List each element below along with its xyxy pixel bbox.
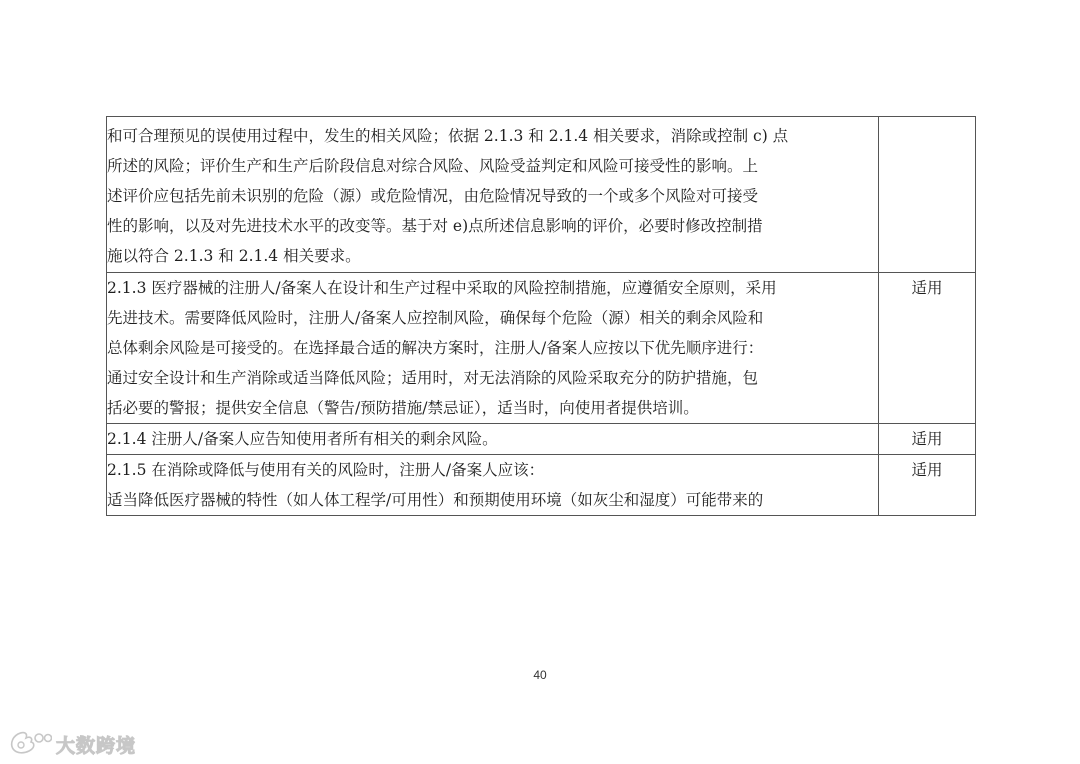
table-row bbox=[107, 273, 976, 424]
applicability-status: 适用 bbox=[911, 461, 943, 479]
applicability-status: 适用 bbox=[911, 430, 943, 448]
requirement-text-line: 2.1.3 医疗器械的注册人/备案人在设计和生产过程中采取的风险控制措施，应遵循安全原则，采用 bbox=[107, 279, 777, 297]
requirement-text-line: 所述的风险；评价生产和生产后阶段信息对综合风险、风险受益判定和风险可接受性的影响。上 bbox=[107, 157, 759, 175]
requirement-text-line: 性的影响，以及对先进技术水平的改变等。基于对 e)点所述信息影响的评价，必要时修改控制措 bbox=[107, 217, 763, 235]
requirement-text-cell bbox=[107, 455, 879, 516]
watermark-text: 大数跨境 bbox=[56, 734, 137, 757]
table-row bbox=[107, 455, 976, 516]
weibo-logo-icon bbox=[8, 728, 52, 760]
applicability-cell bbox=[879, 273, 976, 424]
table-row bbox=[107, 117, 976, 273]
watermark bbox=[8, 729, 136, 759]
requirement-text-line: 括必要的警报；提供安全信息（警告/预防措施/禁忌证），适当时，向使用者提供培训。 bbox=[107, 399, 699, 417]
requirement-text-line: 2.1.4 注册人/备案人应告知使用者所有相关的剩余风险。 bbox=[107, 430, 498, 448]
applicability-cell bbox=[879, 424, 976, 455]
requirement-text-line: 通过安全设计和生产消除或适当降低风险；适用时，对无法消除的风险采取充分的防护措施，包 bbox=[107, 369, 759, 387]
requirement-text-cell bbox=[107, 117, 879, 273]
requirement-text-line: 适当降低医疗器械的特性（如人体工程学/可用性）和预期使用环境（如灰尘和湿度）可能带来的 bbox=[107, 491, 764, 509]
page-number: 40 bbox=[533, 668, 547, 682]
applicability-cell bbox=[879, 117, 976, 273]
requirement-text-line: 总体剩余风险是可接受的。在选择最合适的解决方案时，注册人/备案人应按以下优先顺序进行： bbox=[107, 339, 764, 357]
requirement-text-line: 先进技术。需要降低风险时，注册人/备案人应控制风险，确保每个危险（源）相关的剩余风险和 bbox=[107, 309, 764, 327]
applicability-cell bbox=[879, 455, 976, 516]
requirement-text-cell bbox=[107, 273, 879, 424]
requirement-text-line: 和可合理预见的误使用过程中，发生的相关风险；依据 2.1.3 和 2.1.4 相关要求，消除或控制 c) 点 bbox=[107, 127, 789, 145]
table-row bbox=[107, 424, 976, 455]
requirement-text-line: 2.1.5 在消除或降低与使用有关的风险时，注册人/备案人应该： bbox=[107, 461, 545, 479]
requirements-table bbox=[106, 116, 976, 516]
applicability-status: 适用 bbox=[911, 279, 943, 297]
requirement-text-line: 施以符合 2.1.3 和 2.1.4 相关要求。 bbox=[107, 247, 361, 265]
requirement-text-line: 述评价应包括先前未识别的危险（源）或危险情况，由危险情况导致的一个或多个风险对可接受 bbox=[107, 187, 759, 205]
requirement-text-cell bbox=[107, 424, 879, 455]
